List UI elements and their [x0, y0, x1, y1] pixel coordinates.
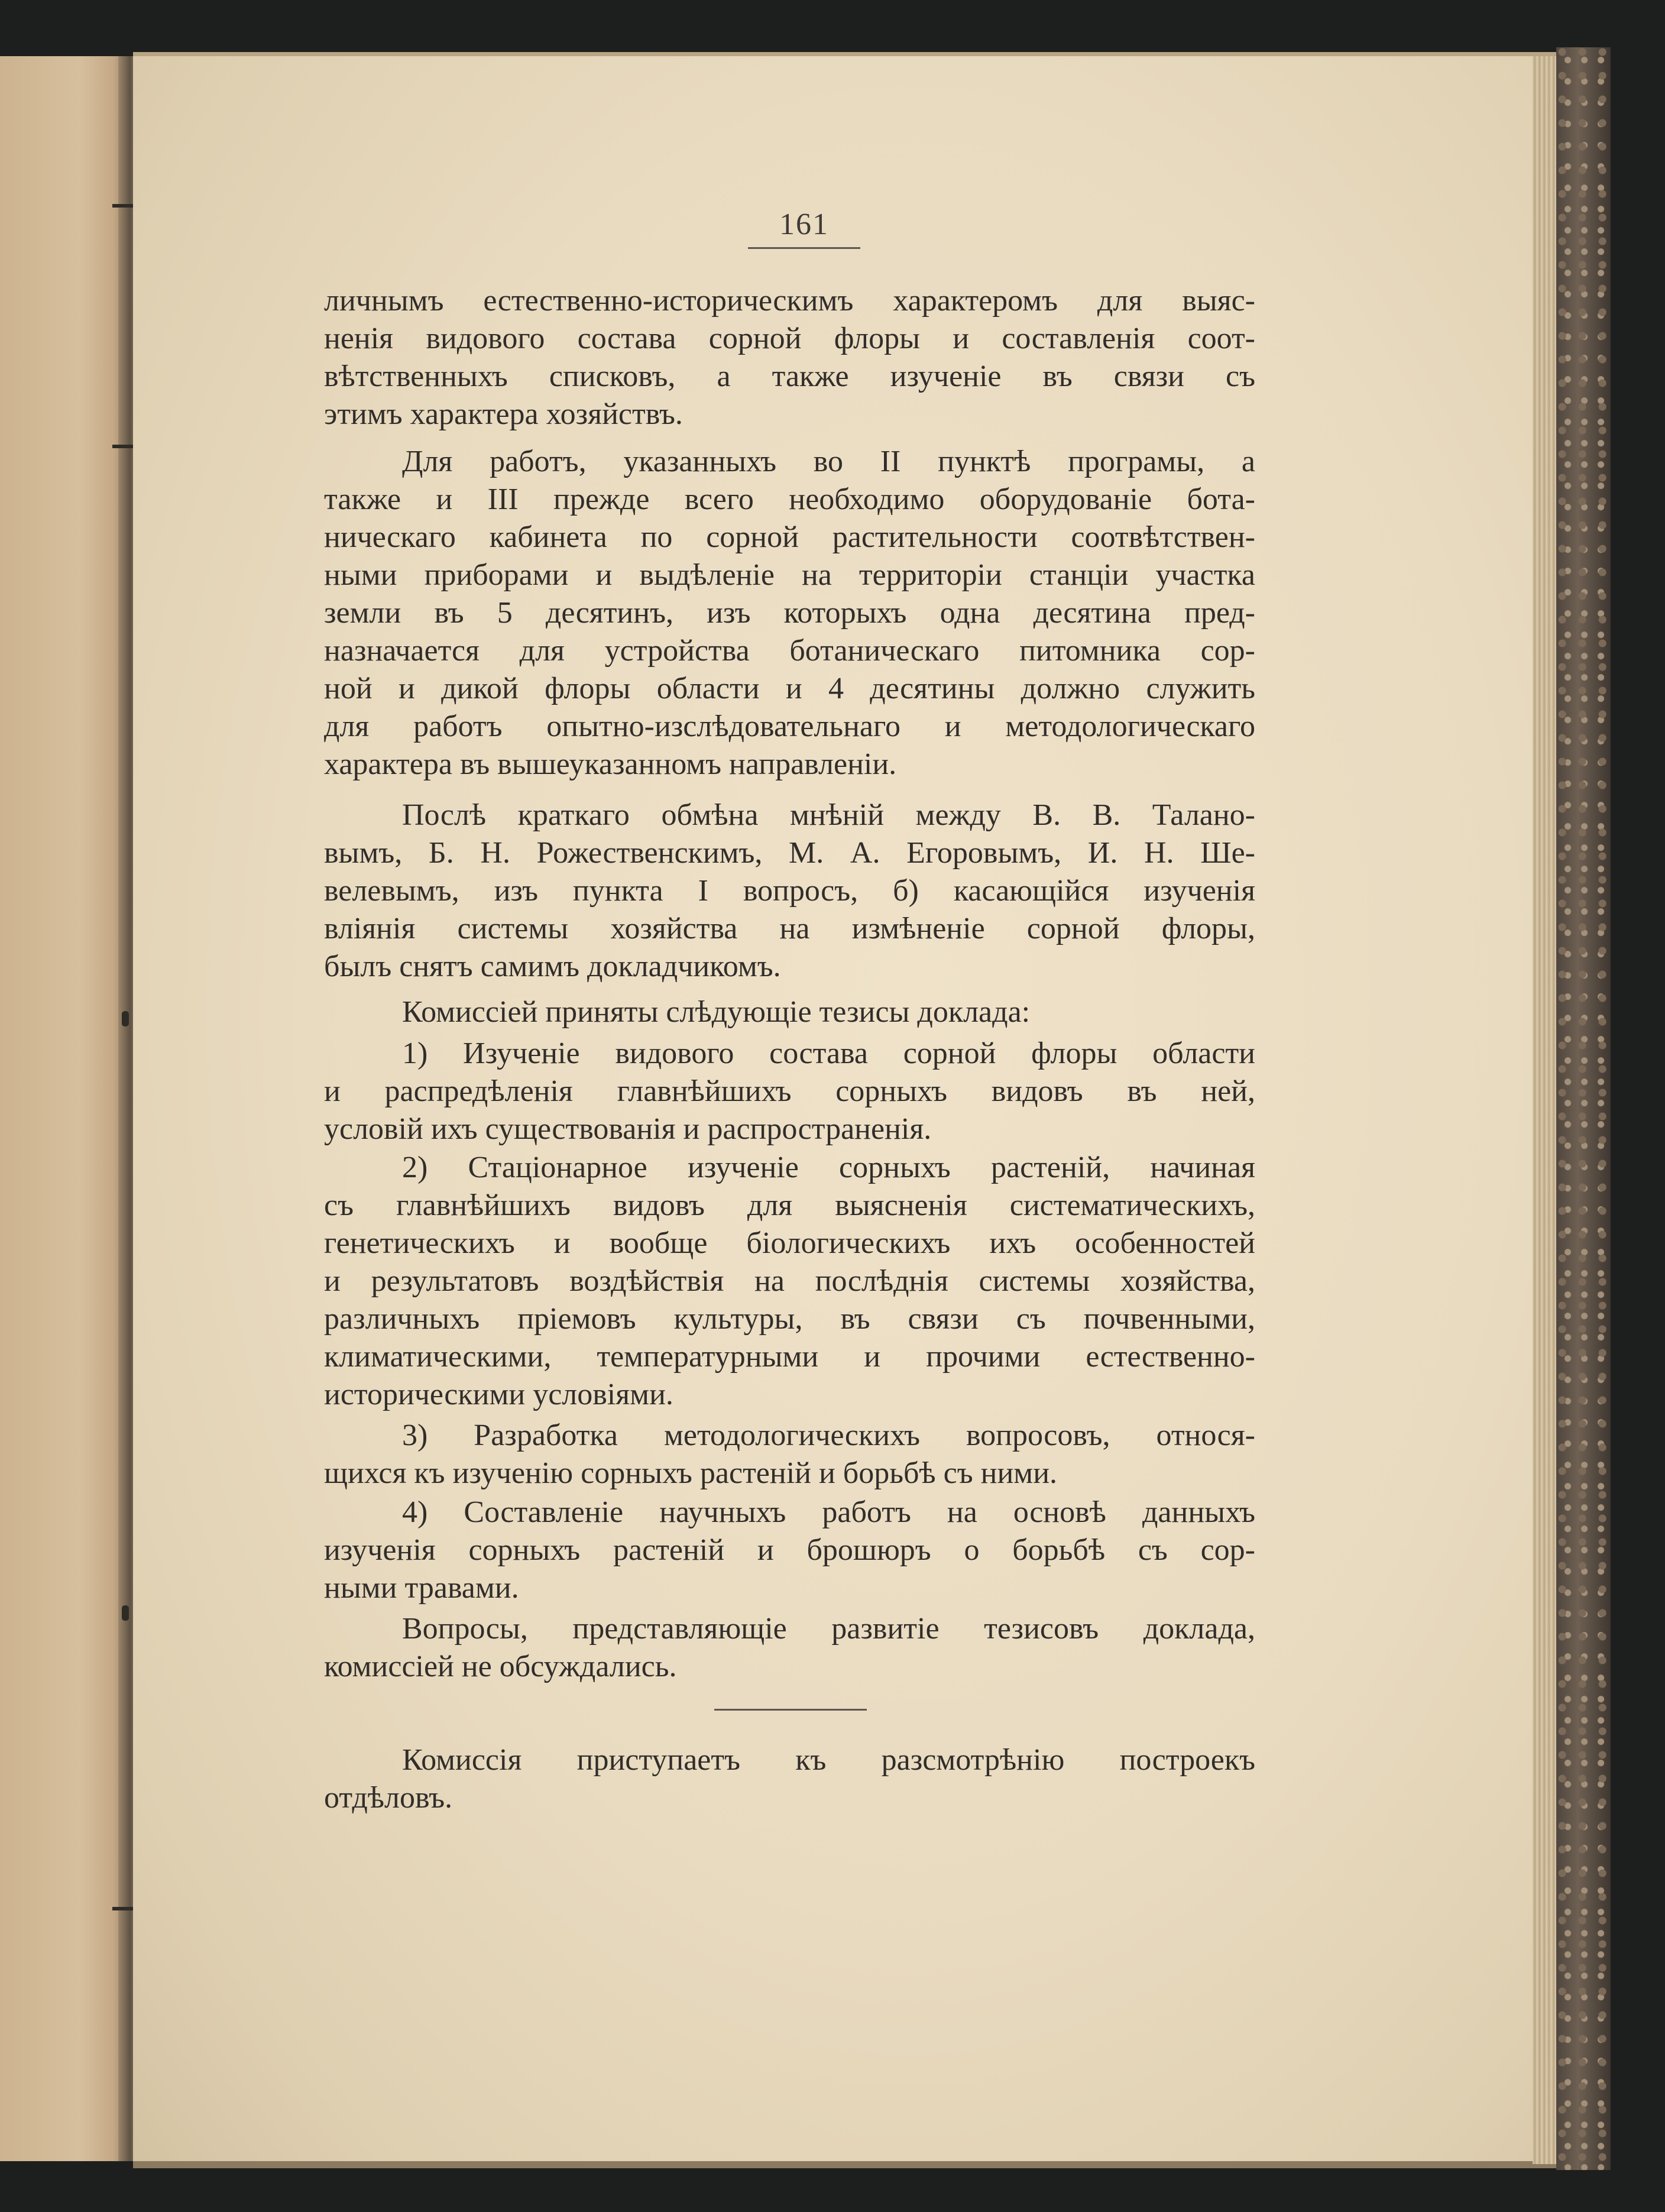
text-line: для работъ опытно-изслѣдовательнаго и методологическаго — [324, 710, 1255, 743]
text-line: ническаго кабинета по сорной растительности соотвѣтствен- — [324, 520, 1255, 554]
page-number-rule — [748, 247, 860, 249]
text-line: 2) Стаціонарное изученіе сорныхъ растеній, начиная — [402, 1151, 1255, 1184]
page-stack-edge — [1533, 56, 1556, 2164]
text-line: генетическихъ и вообще біологическихъ ихъ особенностей — [324, 1226, 1255, 1260]
text-line: ными приборами и выдѣленіе на территоріи станціи участка — [324, 558, 1255, 592]
text-line: ной и дикой флоры области и 4 десятины должно служить — [324, 672, 1255, 705]
text-line: земли въ 5 десятинъ, изъ которыхъ одна десятина пред- — [324, 596, 1255, 630]
page-number: 161 — [779, 208, 829, 241]
section-divider — [714, 1709, 867, 1711]
page-bottom-edge — [133, 2161, 1564, 2168]
marbled-cover — [1556, 47, 1611, 2170]
paragraph-2 — [324, 443, 1255, 783]
text-line: Комиссіей приняты слѣдующіе тезисы доклада: — [402, 995, 1031, 1029]
text-line: Для работъ, указанныхъ во II пунктѣ програмы, а — [402, 445, 1255, 478]
text-line: ными травами. — [324, 1571, 519, 1605]
paragraph-3 — [324, 796, 1255, 986]
text-line: отдѣловъ. — [324, 1781, 453, 1815]
left-page-edge — [0, 56, 133, 2161]
text-line: вымъ, Б. Н. Рожественскимъ, М. А. Егоровымъ, И. Н. Ше- — [324, 836, 1255, 870]
text-line: ненія видового состава сорной флоры и составленія соот- — [324, 322, 1255, 355]
binding-stitch — [122, 1605, 129, 1621]
binding-stitch — [112, 1907, 136, 1910]
text-line: Комиссія приступаетъ къ разсмотрѣнію построекъ — [402, 1743, 1255, 1777]
text-line: различныхъ пріемовъ культуры, въ связи съ почвенными, — [324, 1302, 1255, 1336]
text-line: вѣтственныхъ списковъ, а также изученіе въ связи съ — [324, 360, 1255, 393]
thesis-4 — [324, 1494, 1255, 1607]
thesis-3 — [324, 1417, 1255, 1492]
text-line: велевымъ, изъ пункта I вопросъ, б) касающійся изученія — [324, 874, 1255, 908]
text-line: и результатовъ воздѣйствія на послѣднія системы хозяйства, — [324, 1264, 1255, 1298]
text-line: комиссіей не обсуждались. — [324, 1650, 677, 1683]
text-line: условій ихъ существованія и распространенія. — [324, 1112, 932, 1146]
paragraph-5 — [324, 1610, 1255, 1686]
text-line: 1) Изученіе видового состава сорной флоры области — [402, 1037, 1255, 1070]
thesis-2 — [324, 1149, 1255, 1414]
text-line: климатическими, температурными и прочими естественно- — [324, 1340, 1255, 1374]
text-line: съ главнѣйшихъ видовъ для выясненія систематическихъ, — [324, 1188, 1255, 1222]
text-line: 4) Составленіе научныхъ работъ на основѣ данныхъ — [402, 1495, 1255, 1529]
closing-paragraph — [324, 1741, 1255, 1817]
text-line: вліянія системы хозяйства на измѣненіе сорной флоры, — [324, 912, 1255, 945]
text-line: 3) Разработка методологическихъ вопросовъ, относя- — [402, 1418, 1255, 1452]
binding-stitch — [122, 1011, 129, 1026]
paragraph-4 — [324, 993, 1255, 1031]
binding-stitch — [112, 204, 136, 208]
binding-stitch — [112, 445, 136, 448]
thesis-1 — [324, 1035, 1255, 1148]
text-line: Вопросы, представляющіе развитіе тезисовъ доклада, — [402, 1612, 1255, 1646]
text-line: историческими условіями. — [324, 1378, 673, 1411]
text-line: изученія сорныхъ растеній и брошюръ о борьбѣ съ сор- — [324, 1533, 1255, 1567]
text-line: былъ снятъ самимъ докладчикомъ. — [324, 950, 781, 983]
text-line: также и III прежде всего необходимо оборудованіе бота- — [324, 482, 1255, 516]
text-line: назначается для устройства ботаническаго питомника сор- — [324, 634, 1255, 668]
paragraph-1 — [324, 282, 1255, 433]
text-line: этимъ характера хозяйствъ. — [324, 397, 683, 431]
text-line: и распредѣленія главнѣйшихъ сорныхъ видовъ въ ней, — [324, 1074, 1255, 1108]
text-line: характера въ вышеуказанномъ направленіи. — [324, 747, 897, 781]
text-line: Послѣ краткаго обмѣна мнѣній между В. В. Талано- — [402, 798, 1255, 832]
text-line: личнымъ естественно-историческимъ характеромъ для выяс- — [324, 284, 1255, 318]
text-line: щихся къ изученію сорныхъ растеній и борьбѣ съ ними. — [324, 1456, 1058, 1490]
